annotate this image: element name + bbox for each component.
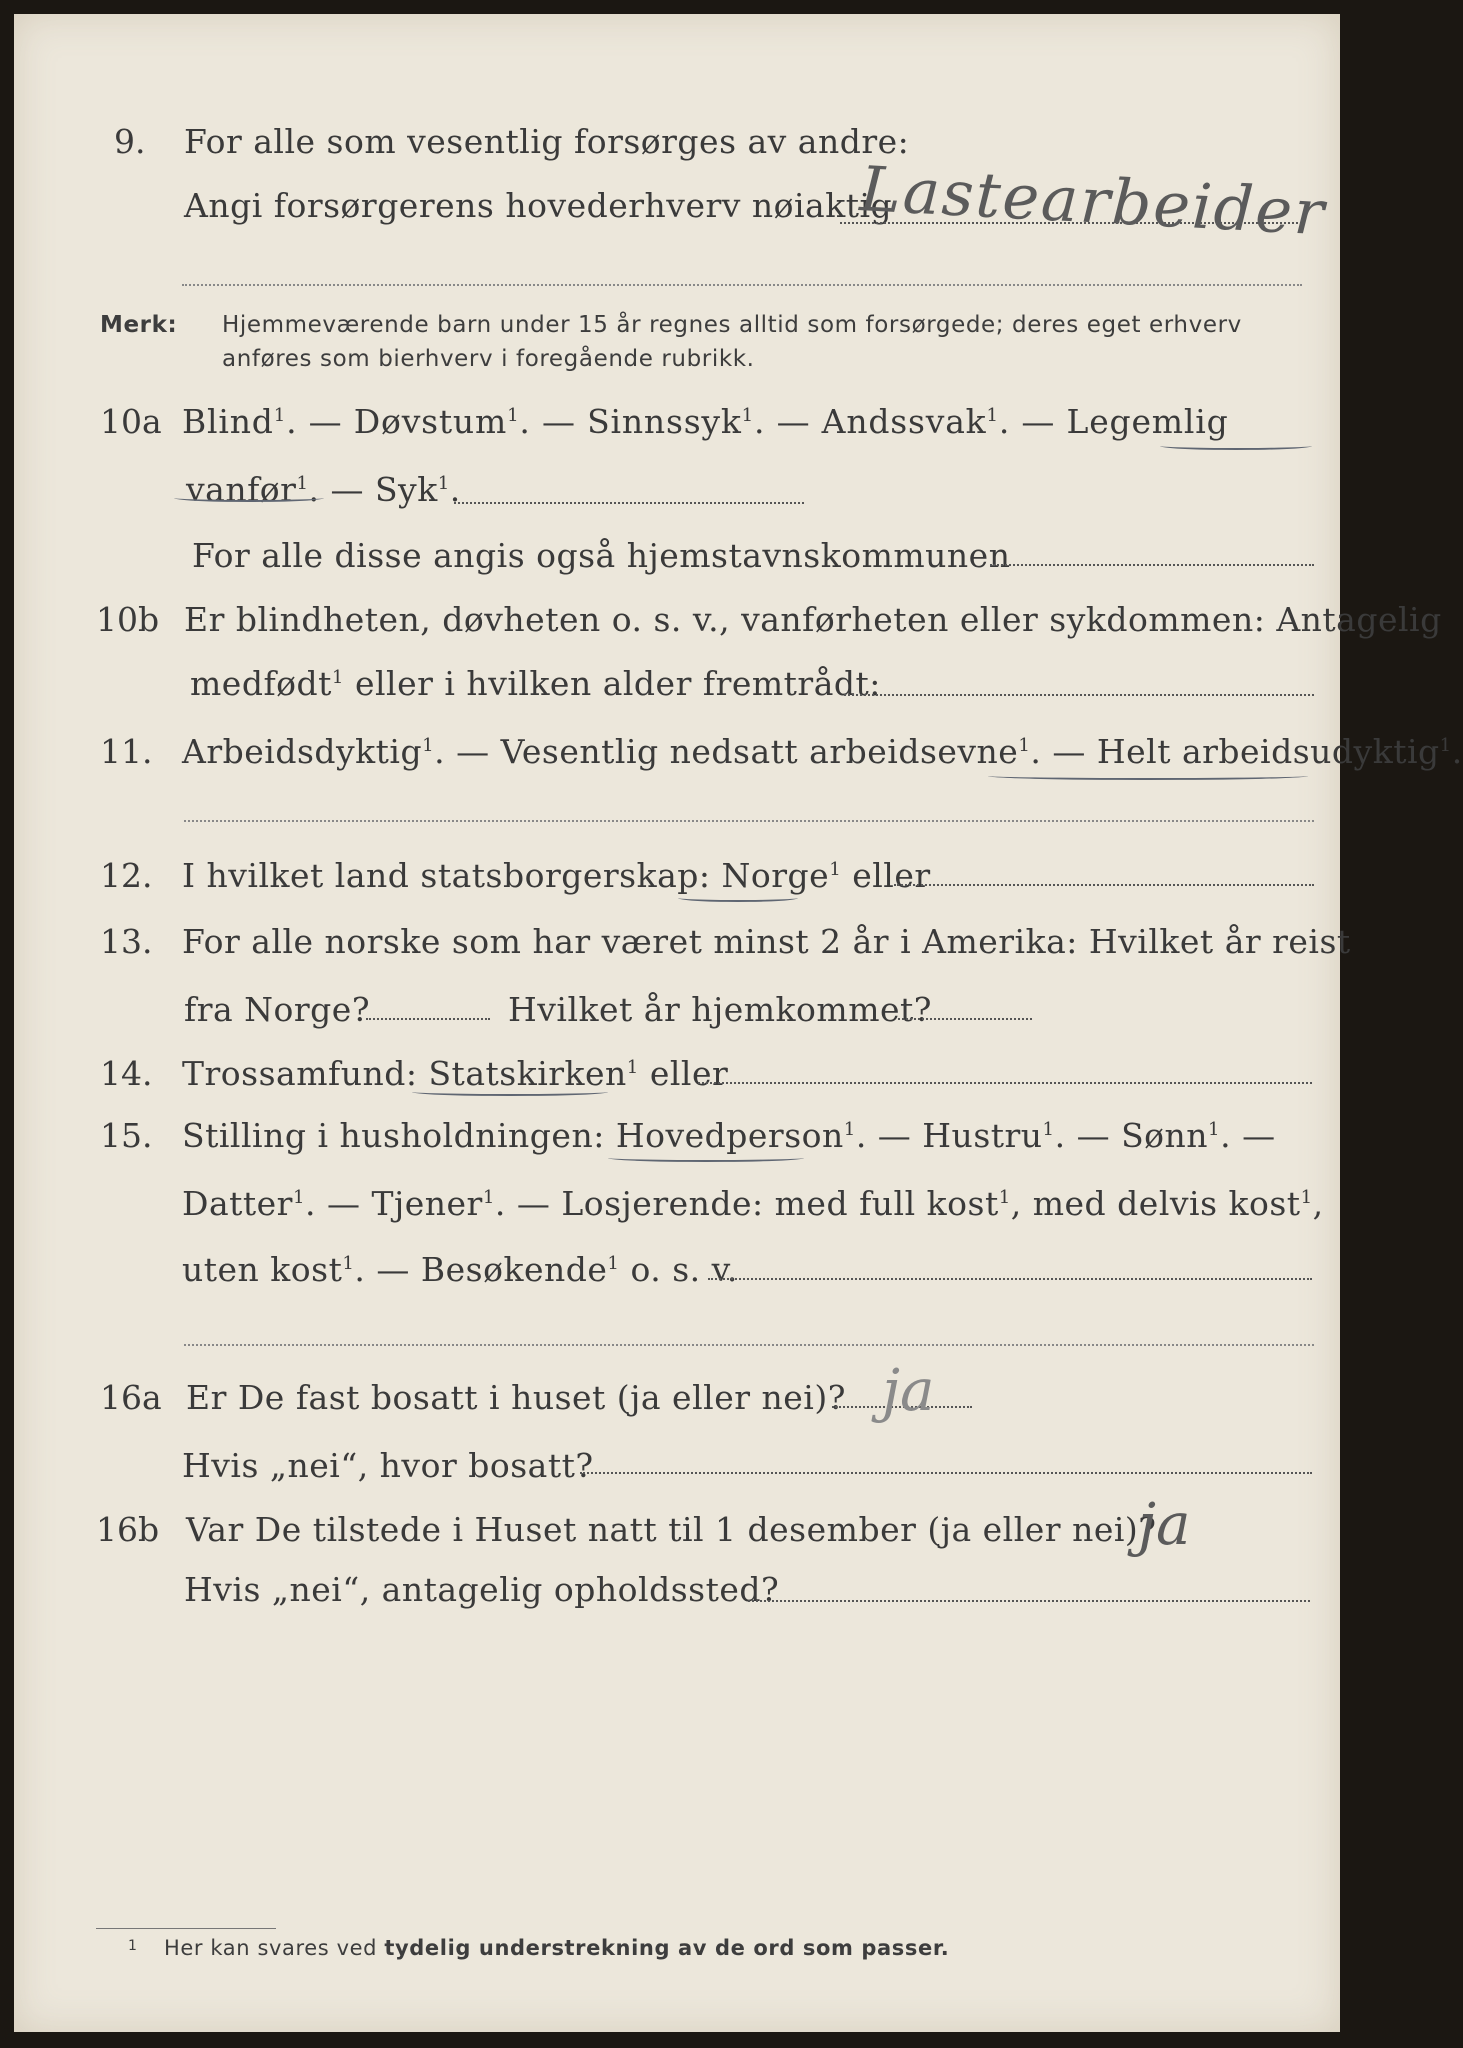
- underline-statskirken: [412, 1088, 608, 1096]
- footnote-ref: 1: [331, 667, 344, 688]
- q16a-bosatt-line: [580, 1472, 1312, 1474]
- footnote-ref: 1: [507, 405, 520, 426]
- footnote-ref: 1: [998, 1187, 1011, 1208]
- q9-number: 9.: [114, 122, 146, 161]
- option-dovstum: . — Døvstum: [286, 402, 508, 441]
- q16a-line1: Er De fast bosatt i huset (ja eller nei)?: [186, 1378, 846, 1417]
- footnote-ref: 1: [1439, 735, 1452, 756]
- option-legemlig: . — Legemlig: [998, 402, 1229, 441]
- footnote-ref: 1: [482, 1187, 495, 1208]
- footnote-mark: 1: [128, 1938, 138, 1954]
- option-syk: . — Syk: [308, 470, 438, 509]
- census-form-page: [14, 14, 1463, 2032]
- footnote-plain: Her kan svares ved: [164, 1936, 385, 1960]
- q10b-line2: [190, 664, 881, 703]
- merk-line1: Hjemmeværende barn under 15 år regnes alltid som forsørgede; deres eget erhverv: [222, 312, 1242, 338]
- merk-label: Merk:: [100, 312, 178, 338]
- option-sonn: . — Sønn: [1054, 1116, 1209, 1155]
- option-uten-kost: uten kost: [182, 1250, 343, 1289]
- q11-number: 11.: [100, 732, 153, 771]
- q15-answer-line: [708, 1278, 1312, 1280]
- q13-reist-line: [366, 1018, 490, 1020]
- q11-line: [182, 732, 1463, 771]
- q16b-line1: Var De tilstede i Huset natt til 1 desember (ja eller nei)?: [186, 1510, 1157, 1549]
- comma: ,: [1312, 1184, 1324, 1223]
- q15-number: 15.: [100, 1116, 153, 1155]
- footnote-ref: 1: [342, 1253, 355, 1274]
- q10a-line1: [182, 402, 1229, 441]
- q16b-line2: Hvis „nei“, antagelig opholdssted?: [184, 1570, 780, 1609]
- q13-line2a: fra Norge?: [184, 990, 371, 1029]
- underline-norge: [678, 894, 798, 902]
- option-delvis-kost: , med delvis kost: [1010, 1184, 1301, 1223]
- q16a-number: 16a: [100, 1378, 162, 1417]
- q9-extra-line: [182, 284, 1302, 286]
- footnote-ref: 1: [422, 735, 435, 756]
- footnote-ref: 1: [626, 1057, 639, 1078]
- footnote-text: [164, 1936, 949, 1960]
- option-full-kost: . — Losjerende: med full kost: [494, 1184, 999, 1223]
- underline-legemlig: [1160, 442, 1312, 450]
- q12-answer-line: [894, 884, 1314, 886]
- q9-line2: Angi forsørgerens hovederhverv nøiaktig: [184, 186, 893, 225]
- q10a-number: 10a: [100, 402, 162, 441]
- q13-hjemkommet-line: [898, 1018, 1032, 1020]
- q15-extra-line: [184, 1344, 1314, 1346]
- period: .: [449, 470, 461, 509]
- period: .: [1451, 732, 1463, 771]
- underline-vanfor: [174, 494, 324, 502]
- option-statskirken: Statskirken: [428, 1054, 627, 1093]
- underline-hovedperson: [608, 1154, 804, 1162]
- option-nedsatt: . — Vesentlig nedsatt arbeidsevne: [434, 732, 1019, 771]
- q16b-number: 16b: [96, 1510, 160, 1549]
- q13-number: 13.: [100, 922, 153, 961]
- footnote-ref: 1: [986, 405, 999, 426]
- q14-number: 14.: [100, 1054, 153, 1093]
- q15-line3: [182, 1250, 738, 1289]
- option-medfodt: medfødt: [190, 664, 332, 703]
- q10a-syk-line: [454, 502, 804, 504]
- footnote-ref: 1: [607, 1253, 620, 1274]
- q9-line1: For alle som vesentlig forsørges av andre:: [184, 122, 910, 161]
- q16b-handwritten-answer: ja: [1138, 1490, 1191, 1558]
- footnote-ref: 1: [1042, 1119, 1055, 1140]
- alder-text: eller i hvilken alder fremtrådt:: [343, 664, 881, 703]
- q10b-answer-line: [844, 694, 1314, 696]
- option-arbeidsdyktig: Arbeidsdyktig: [182, 732, 423, 771]
- q12-number: 12.: [100, 856, 153, 895]
- footnote-ref: 1: [741, 405, 755, 426]
- footnote-ref: 1: [843, 1119, 856, 1140]
- q12-line: [182, 856, 931, 895]
- q15-line2: [182, 1184, 1324, 1223]
- option-udyktig: . — Helt arbeidsudyktig: [1030, 732, 1440, 771]
- option-sinnssyk: . — Sinnssyk: [519, 402, 742, 441]
- option-tjener: . — Tjener: [305, 1184, 483, 1223]
- q9-handwritten-answer: Lastearbeider: [858, 152, 1328, 250]
- option-blind: Blind: [182, 402, 274, 441]
- q14-eller: eller: [638, 1054, 729, 1093]
- q14-answer-line: [698, 1082, 1312, 1084]
- q16a-handwritten-answer: ja: [882, 1356, 935, 1424]
- footnote-ref: 1: [273, 405, 287, 426]
- option-besokende: . — Besøkende: [354, 1250, 608, 1289]
- option-hovedperson: Hovedperson: [615, 1116, 844, 1155]
- footnote-ref: 1: [829, 859, 842, 880]
- underline-helt-arbeidsudyktig: [988, 772, 1308, 780]
- option-datter: Datter: [182, 1184, 293, 1223]
- option-hustru: . — Hustru: [855, 1116, 1043, 1155]
- q15-line1: [182, 1116, 1276, 1155]
- q10a-line3: For alle disse angis også hjemstavnskommunen: [192, 536, 1011, 575]
- footnote-ref: 1: [1018, 735, 1031, 756]
- q16a-line2: Hvis „nei“, hvor bosatt?: [182, 1446, 594, 1485]
- footnote-bold: tydelig understrekning av de ord som passer.: [384, 1936, 950, 1960]
- q13-line1: For alle norske som har været minst 2 år i Amerika: Hvilket år reist: [182, 922, 1351, 961]
- dash: . —: [1220, 1116, 1276, 1155]
- footnote-rule: [96, 1928, 276, 1929]
- merk-line2: anføres som bierhverv i foregående rubrikk.: [222, 346, 755, 372]
- q16b-opholdssted-line: [748, 1600, 1310, 1602]
- q11-extra-line: [184, 820, 1314, 822]
- osv: o. s. v.: [619, 1250, 738, 1289]
- q10b-number: 10b: [96, 600, 160, 639]
- q10b-line1: Er blindheten, døvheten o. s. v., vanførheten eller sykdommen: Antagelig: [184, 600, 1442, 639]
- q10a-line2: [186, 470, 461, 509]
- footnote-ref: 1: [296, 473, 309, 494]
- q12-eller: eller: [841, 856, 931, 895]
- footnote-ref: 1: [292, 1187, 306, 1208]
- option-norge: Norge: [721, 856, 830, 895]
- q10a-hjemstavn-line: [990, 564, 1314, 566]
- option-andssvak: . — Andssvak: [754, 402, 987, 441]
- q14-line: [182, 1054, 728, 1093]
- q13-line2b: Hvilket år hjemkommet?: [508, 990, 932, 1029]
- footnote-ref: 1: [1300, 1187, 1313, 1208]
- option-vanfor: vanfør: [186, 470, 297, 509]
- q12-text: I hvilket land statsborgerskap:: [182, 856, 722, 895]
- q15-text: Stilling i husholdningen:: [182, 1116, 616, 1155]
- q14-text: Trossamfund:: [182, 1054, 429, 1093]
- footnote-ref: 1: [1208, 1119, 1221, 1140]
- footnote-ref: 1: [437, 473, 450, 494]
